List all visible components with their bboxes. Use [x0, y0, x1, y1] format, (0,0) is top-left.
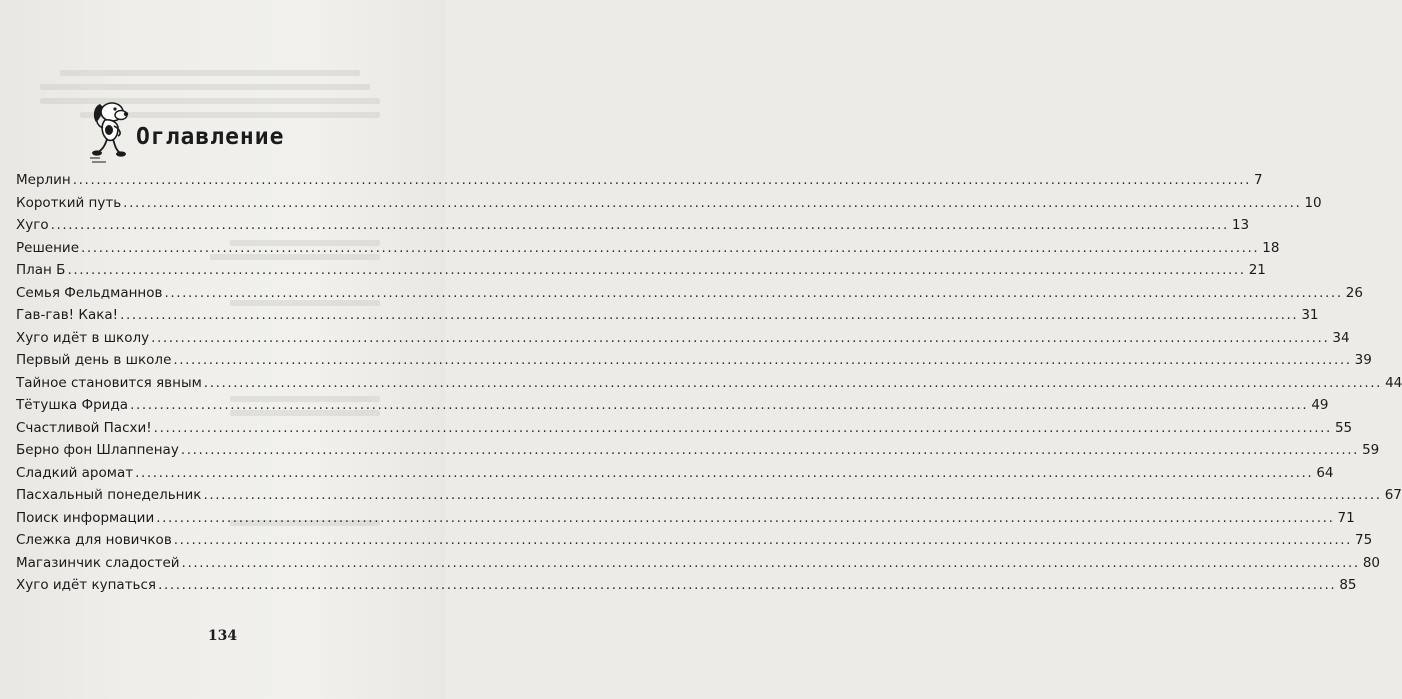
toc-entry-title: Гав-гав! Кака!: [16, 307, 119, 323]
dot-leader: ........................................................................................................................................................................................................: [130, 397, 1309, 413]
toc-entry: [16, 329, 1350, 353]
toc-entry: [16, 374, 1402, 398]
toc-entry-page: 59: [1362, 442, 1380, 458]
toc-entry-page: 39: [1354, 352, 1372, 368]
toc-entry: [16, 217, 1250, 240]
toc-entry: [16, 487, 1402, 510]
toc-entry-title: Поиск информации: [16, 509, 155, 526]
toc-entry: [16, 554, 1380, 578]
toc-entry-page: 55: [1334, 419, 1353, 436]
toc-entry-page: 7: [1254, 172, 1263, 188]
toc-entry: [16, 172, 1263, 195]
toc-entry: [16, 577, 1357, 600]
dot-leader: ........................................................................................................................................................................................................: [173, 352, 1352, 368]
toc-entry-title: Хуго: [16, 217, 49, 233]
dot-leader: ........................................................................................................................................................................................................: [81, 239, 1260, 256]
toc-entry-page: 49: [1311, 397, 1329, 413]
dot-leader: ........................................................................................................................................................................................................: [135, 464, 1314, 481]
toc-entry: [16, 419, 1353, 443]
toc-entry-title: Берно фон Шлаппенау: [16, 442, 179, 458]
toc-entry-page: 31: [1301, 307, 1319, 323]
toc-title: Оглавление: [136, 124, 285, 150]
toc-list: [16, 172, 1402, 600]
toc-entry-page: 18: [1262, 239, 1280, 256]
dot-leader: ........................................................................................................................................................................................................: [50, 217, 1229, 233]
toc-entry: [16, 397, 1329, 420]
dot-leader: ........................................................................................................................................................................................................: [180, 442, 1360, 458]
toc-entry: [16, 194, 1322, 218]
toc-entry-page: 34: [1332, 329, 1350, 346]
toc-entry-title: Магазинчик сладостей: [16, 554, 180, 571]
toc-entry: [16, 352, 1372, 375]
toc-entry-page: 64: [1316, 464, 1334, 481]
toc-entry-title: Семья Фельдманнов: [16, 284, 163, 301]
dot-leader: ........................................................................................................................................................................................................: [151, 329, 1330, 346]
dot-leader: ........................................................................................................................................................................................................: [156, 509, 1335, 526]
toc-entry-title: Тётушка Фрида: [16, 397, 129, 413]
dog-icon: [88, 96, 138, 166]
toc-entry-title: Решение: [16, 239, 80, 256]
toc-entry-title: Хуго идёт купаться: [16, 577, 157, 593]
toc-entry: [16, 284, 1363, 308]
dot-leader: ........................................................................................................................................................................................................: [173, 532, 1353, 548]
toc-entry-title: Пасхальный понедельник: [16, 487, 202, 503]
dot-leader: ........................................................................................................................................................................................................: [203, 374, 1383, 391]
dot-leader: ........................................................................................................................................................................................................: [123, 194, 1302, 211]
toc-entry-title: Счастливой Пасхи!: [16, 419, 152, 436]
toc-entry-page: 10: [1304, 194, 1322, 211]
toc-entry-page: 13: [1231, 217, 1250, 233]
dot-leader: ........................................................................................................................................................................................................: [181, 554, 1360, 571]
toc-entry-page: 80: [1362, 554, 1380, 571]
dot-leader: ........................................................................................................................................................................................................: [158, 577, 1337, 593]
toc-entry: [16, 239, 1280, 263]
toc-entry-title: Короткий путь: [16, 194, 122, 211]
toc-entry-title: Хуго идёт в школу: [16, 329, 150, 346]
toc-entry-title: Первый день в школе: [16, 352, 172, 368]
toc-header: [88, 96, 388, 166]
toc-entry-title: План Б: [16, 262, 66, 278]
toc-entry: [16, 307, 1319, 330]
page-number: 134: [207, 628, 238, 644]
toc-entry-page: 85: [1339, 577, 1357, 593]
dot-leader: ........................................................................................................................................................................................................: [120, 307, 1299, 323]
toc-entry-title: Слежка для новичков: [16, 532, 172, 548]
toc-entry-page: 26: [1345, 284, 1363, 301]
toc-entry-page: 75: [1355, 532, 1373, 548]
toc-entry-title: Мерлин: [16, 172, 71, 188]
toc-entry-page: 67: [1384, 487, 1402, 503]
toc-entry: [16, 442, 1380, 465]
toc-entry: [16, 532, 1373, 555]
dot-leader: ........................................................................................................................................................................................................: [164, 284, 1343, 301]
dot-leader: ........................................................................................................................................................................................................: [67, 262, 1246, 278]
toc-entry: [16, 464, 1334, 488]
dot-leader: ........................................................................................................................................................................................................: [203, 487, 1382, 503]
toc-entry: [16, 509, 1355, 533]
toc-entry: [16, 262, 1266, 285]
dot-leader: ........................................................................................................................................................................................................: [72, 172, 1252, 188]
toc-entry-page: 21: [1248, 262, 1266, 278]
toc-entry-title: Сладкий аромат: [16, 464, 134, 481]
dot-leader: ........................................................................................................................................................................................................: [153, 419, 1332, 436]
toc-entry-title: Тайное становится явным: [16, 374, 202, 391]
toc-entry-page: 44: [1385, 374, 1402, 391]
toc-entry-page: 71: [1337, 509, 1355, 526]
